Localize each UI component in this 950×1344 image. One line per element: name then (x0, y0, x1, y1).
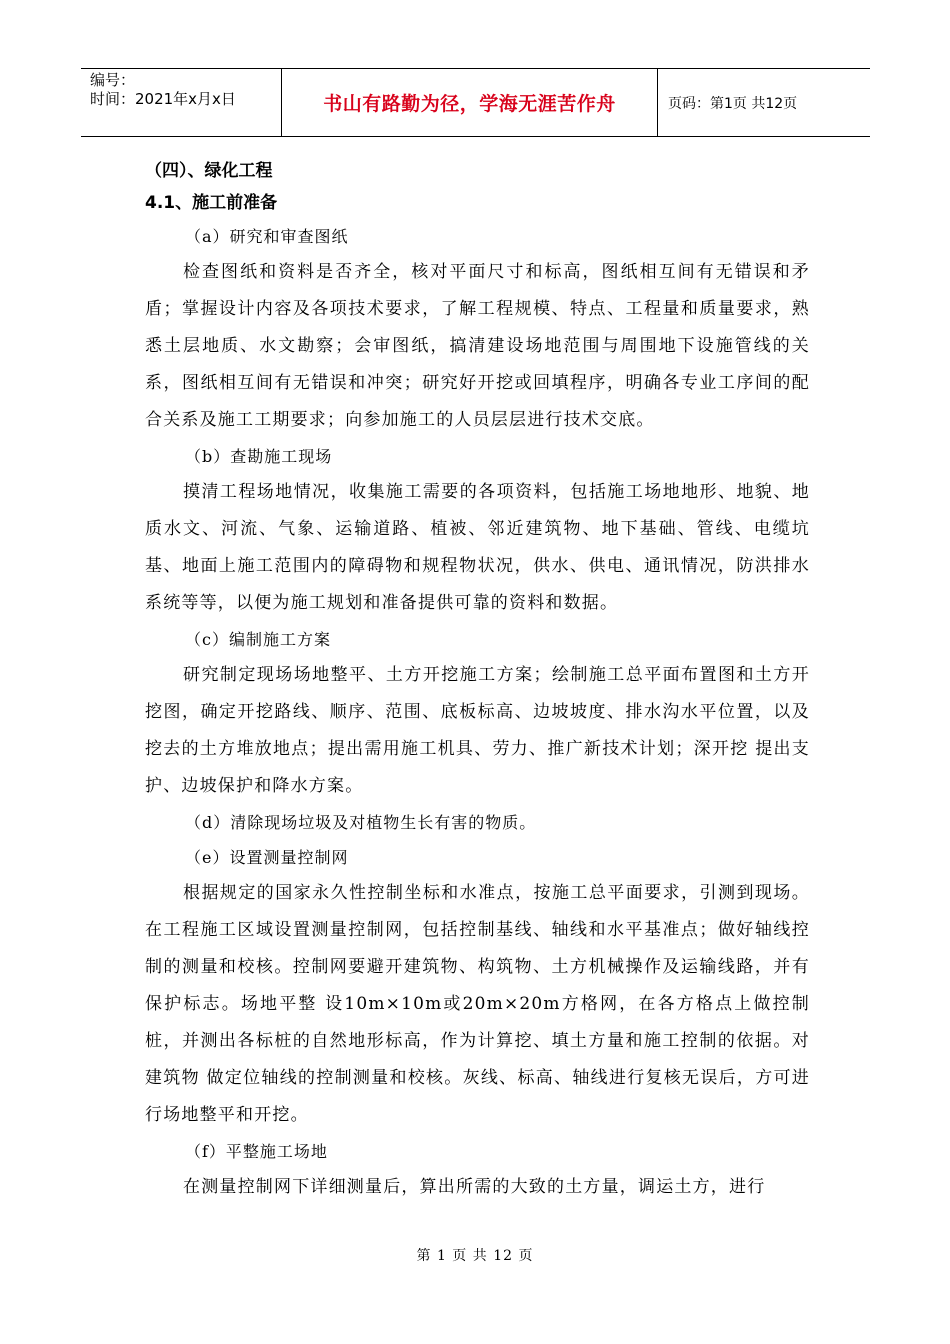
header-meta (81, 69, 282, 136)
item-d-label: （d）清除现场垃圾及对植物生长有害的物质。 (185, 813, 537, 832)
item-b-text: 摸清工程场地情况，收集施工需要的各项资料，包括施工场地地形、地貌、地质水文、河流、气象、运输道路、植被、邻近建筑物、地下基础、管线、电缆坑基、地面上施工范围内的障碍物和规程物状况，供水、供电、通讯情况，防洪排水系统等等，以便为施工规划和准备提供可靠的资料和数据。 (145, 482, 810, 613)
item-c-text: 研究制定现场场地整平、土方开挖施工方案；绘制施工总平面布置图和土方开挖图，确定开挖路线、顺序、范围、底板标高、边坡坡度、排水沟水平位置，以及挖去的土方堆放地点；提出需用施工机具、劳力、推广新技术计划；深开挖 提出支护、边坡保护和降水方案。 (145, 665, 810, 796)
item-a-text: 检查图纸和资料是否齐全，核对平面尺寸和标高，图纸相互间有无错误和矛盾；掌握设计内容及各项技术要求，了解工程规模、特点、工程量和质量要求，熟悉土层地质、水文勘察；会审图纸，搞清建设场地范围与周围地下设施管线的关系，图纸相互间有无错误和冲突；研究好开挖或回填程序，明确各专业工序间的配合关系及施工工期要求；向参加施工的人员层层进行技术交底。 (145, 262, 810, 430)
document-body (145, 155, 810, 1206)
item-c-label: （c）编制施工方案 (185, 630, 331, 649)
item-e-text: 根据规定的国家永久性控制坐标和水准点，按施工总平面要求，引测到现场。在工程施工区域设置测量控制网，包括控制基线、轴线和水平基准点；做好轴线控制的测量和校核。控制网要避开建筑物、构筑物、土方机械操作及运输线路，并有保护标志。场地平整 设10m×10m或20m×20m方格网，在各方格点上做控制桩，并测出各标桩的自然地形标高，作为计算挖、填土方量和施工控制的依据。对建筑物 做定位轴线的控制测量和校核。灰线、标高、轴线进行复核无误后，方可进行场地整平和开挖。 (145, 883, 810, 1125)
item-e-label: （e）设置测量控制网 (185, 848, 349, 867)
item-a-label: （a）研究和审查图纸 (185, 227, 349, 246)
document-header (81, 68, 870, 137)
section-title: （四）、绿化工程 (145, 161, 273, 181)
section-subtitle: 4.1、施工前准备 (145, 193, 278, 213)
item-f-text: 在测量控制网下详细测量后，算出所需的大致的土方量，调运土方，进行 (183, 1177, 766, 1197)
item-b-label: （b）查勘施工现场 (185, 447, 333, 466)
document-number-label: 编号： (90, 71, 136, 89)
header-page-info: 页码：第1页 共12页 (668, 95, 798, 112)
document-date: 时间：2021年x月x日 (90, 90, 236, 108)
header-motto: 书山有路勤为径，学海无涯苦作舟 (282, 69, 658, 136)
item-f-label: （f）平整施工场地 (185, 1142, 328, 1161)
page-footer: 第 1 页 共 12 页 (416, 1248, 534, 1264)
